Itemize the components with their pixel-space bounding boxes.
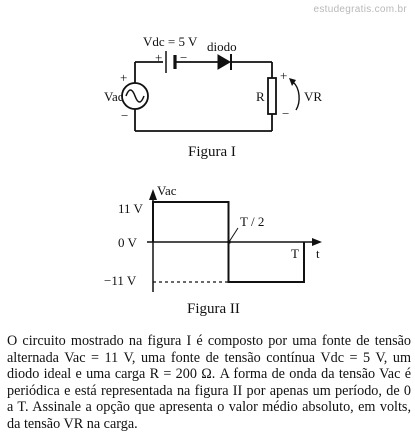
resistor-label: R (256, 89, 265, 104)
y-axis-label: Vac (157, 183, 177, 198)
vr-minus: − (282, 106, 290, 121)
half-period-pointer (229, 228, 238, 242)
diode-triangle (218, 55, 230, 69)
x-axis-arrow-icon (312, 238, 322, 246)
question-text: O circuito mostrado na figura I é composto por uma fonte de tensão alternada Vac = 11 V, uma fonte de tensão contínua Vdc = 5 V, um diodo ideal e uma carga R = 200 Ω. A forma de onda da tensão Vac é periódica e está representada na figura II por apenas um período, de 0 a T. Assinale a opção que apresenta o valor médio absoluto, em volts, da tensão VR na carga. (7, 333, 411, 432)
vdc-label: Vdc = 5 V (143, 34, 198, 49)
half-period-label: T / 2 (240, 214, 265, 229)
vdc-plus: + (155, 50, 163, 65)
tick-bottom-label: −11 V (104, 273, 137, 288)
vac-label: Vac (104, 89, 124, 104)
tick-top-label: 11 V (118, 201, 143, 216)
vr-plus: + (280, 68, 288, 83)
figure1-caption: Figura I (188, 144, 236, 160)
diode-label: diodo (207, 39, 237, 54)
period-label: T (291, 246, 299, 261)
vac-minus: − (121, 108, 129, 123)
x-axis-label: t (316, 246, 320, 261)
half-period-dot (227, 240, 231, 244)
resistor (268, 78, 276, 114)
vac-plus: + (120, 70, 128, 85)
vr-label: VR (304, 89, 323, 104)
figure2-caption: Figura II (187, 301, 240, 317)
waveform-positive-half (153, 202, 229, 242)
vr-arrow (293, 82, 299, 110)
tick-zero-label: 0 V (118, 235, 137, 250)
y-axis-arrow-icon (149, 189, 157, 200)
vdc-minus: − (180, 50, 188, 65)
circuit-figure-1 (122, 51, 299, 131)
watermark: estudegratis.com.br (313, 4, 407, 15)
waveform-figure-2 (147, 189, 322, 292)
